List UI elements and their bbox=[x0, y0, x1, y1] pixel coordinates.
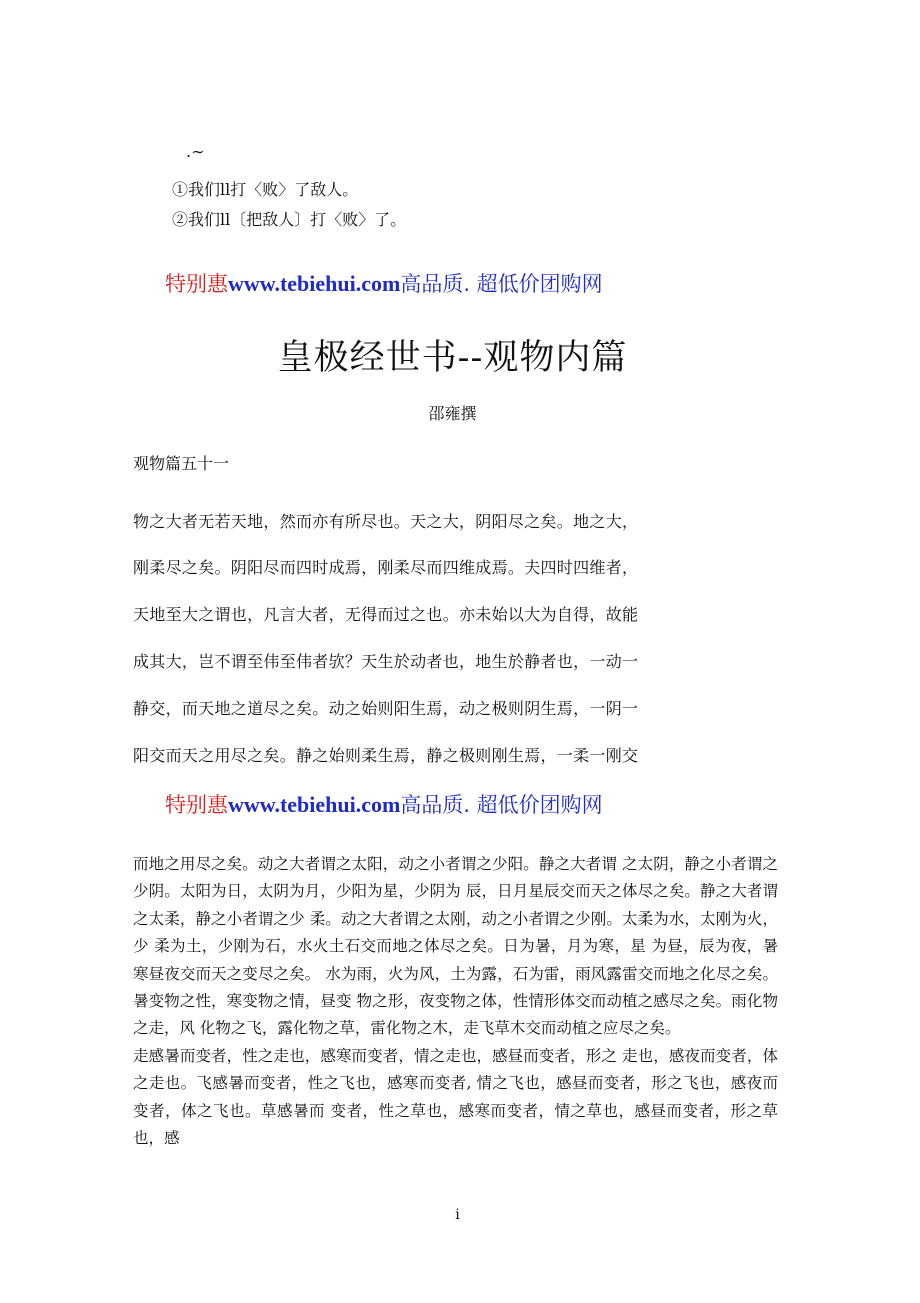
body-text-block bbox=[133, 851, 778, 1152]
section-heading: 观物篇五十一 bbox=[133, 454, 230, 473]
header-fragment: .∼ bbox=[186, 142, 205, 161]
promo-banner-2[interactable] bbox=[165, 789, 603, 819]
author-line: 邵雍撰 bbox=[428, 404, 477, 423]
text-line: 天地至大之谓也，凡言大者，无得而过之也。亦未始以大为自得，故能 bbox=[133, 605, 639, 624]
promo-red-text: 特别惠 bbox=[165, 272, 228, 296]
promo-url-link[interactable]: www.tebiehui.com bbox=[228, 792, 401, 817]
text-line: 阳交而天之用尽之矣。静之始则柔生焉，静之极则刚生焉，一柔一刚交 bbox=[133, 746, 639, 765]
example-sentence-1: ①我们ll打〈败〉了敌人。 bbox=[172, 180, 359, 199]
document-title: 皇极经世书--观物内篇 bbox=[277, 338, 628, 378]
body-paragraph: 走感暑而变者，性之走也，感寒而变者，情之走也，感昼而变者，形之 走也，感夜而变者，体之走也。飞感暑而变者，性之飞也，感寒而变者, 情之飞也，感昼而变者，形之飞也，感夜而变者，体之飞也。草感暑而 变者，性之草也，感寒而变者，情之草也，感昼而变者，形之草也，感 bbox=[133, 1046, 778, 1148]
promo-blue-text: 高品质. 超低价团购网 bbox=[400, 272, 603, 296]
promo-banner[interactable] bbox=[165, 268, 603, 298]
page-number: i bbox=[455, 1207, 460, 1223]
promo-blue-text: 高品质. 超低价团购网 bbox=[400, 793, 603, 817]
text-line: 静交，而天地之道尽之矣。动之始则阳生焉，动之极则阴生焉，一阴一 bbox=[133, 699, 639, 718]
promo-red-text: 特别惠 bbox=[165, 793, 228, 817]
example-sentence-2: ②我们ll〔把敌人〕打〈败〉了。 bbox=[172, 210, 407, 229]
text-line: 物之大者无若天地，然而亦有所尽也。天之大，阴阳尽之矣。地之大， bbox=[133, 512, 639, 531]
text-line: 成其大，岂不谓至伟至伟者欤？天生於动者也，地生於静者也，一动一 bbox=[133, 652, 639, 671]
body-paragraph: 而地之用尽之矣。动之大者谓之太阳，动之小者谓之少阳。静之大者谓 之太阴，静之小者谓之少阴。太阳为日，太阴为月，少阳为星，少阴为 辰，日月星辰交而天之体尽之矣。静之大者谓之太柔，静之小者谓之少 柔。动之大者谓之太刚，动之小者谓之少刚。太柔为水，太刚为火，少 柔为土，少刚为石，水火土石交而地之体尽之矣。日为暑，月为寒，星 为昼，辰为夜，暑寒昼夜交而天之变尽之矣。 水为雨，火为风，土为露，石为雷，雨风露雷交而地之化尽之矣。暑变物之性，寒变物之情，昼变 物之形，夜变物之体，性情形体交而动植之感尽之矣。雨化物之走，风 化物之飞，露化物之草，雷化物之木，走飞草木交而动植之应尽之矣。 bbox=[133, 855, 778, 1038]
text-line: 刚柔尽之矣。阴阳尽而四时成焉，刚柔尽而四维成焉。夫四时四维者， bbox=[133, 558, 639, 577]
promo-url-link[interactable]: www.tebiehui.com bbox=[228, 271, 401, 296]
